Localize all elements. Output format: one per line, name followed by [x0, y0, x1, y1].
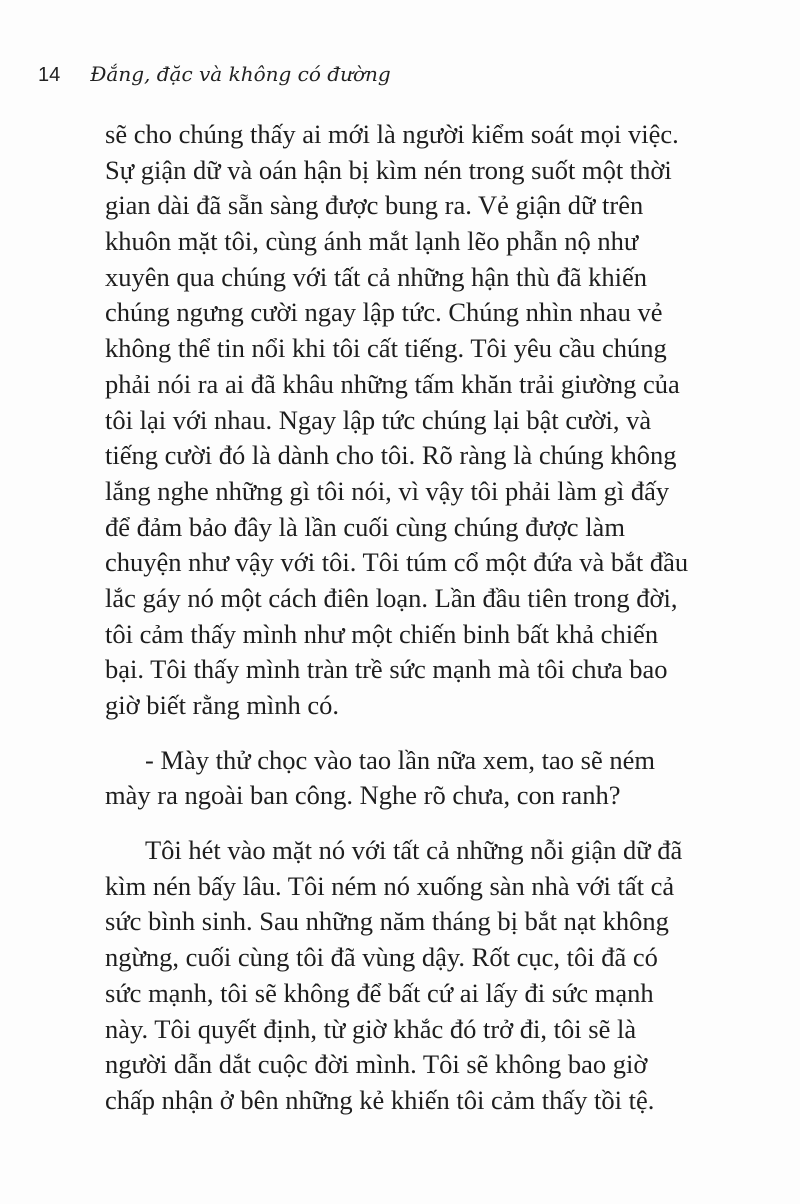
page-number: 14 — [38, 64, 61, 86]
body-text — [105, 117, 725, 1119]
text-line: sẽ cho chúng thấy ai mới là người kiểm soát mọi việc. — [105, 119, 679, 149]
text-line: gian dài đã sẵn sàng được bung ra. Vẻ giận dữ trên — [105, 190, 644, 221]
text-line: tôi lại với nhau. Ngay lập tức chúng lại bật cười, và — [105, 404, 652, 435]
text-line: Sự giận dữ và oán hận bị kìm nén trong suốt một thời — [105, 154, 672, 185]
text-line: bại. Tôi thấy mình tràn trề sức mạnh mà tôi chưa bao — [105, 654, 668, 685]
text-line: chuyện như vậy với tôi. Tôi túm cổ một đứa và bắt đầu — [105, 547, 689, 578]
paragraph-3 — [105, 833, 725, 1119]
text-line: chúng ngưng cười ngay lập tức. Chúng nhìn nhau vẻ — [105, 297, 663, 328]
text-line: để đảm bảo đây là lần cuối cùng chúng được làm — [105, 511, 625, 542]
text-line: sức bình sinh. Sau những năm tháng bị bắt nạt không — [105, 906, 669, 937]
paragraph-2-dialogue — [105, 743, 725, 814]
text-line: xuyên qua chúng với tất cả những hận thù đã khiến — [105, 261, 648, 292]
running-title: Đắng, đặc và không có đường — [90, 62, 391, 86]
page-header — [38, 62, 391, 98]
text-line: Tôi hét vào mặt nó với tất cả những nỗi giận dữ đã — [145, 835, 683, 866]
text-line: tôi cảm thấy mình như một chiến binh bất khả chiến — [105, 618, 659, 649]
text-line: lắng nghe những gì tôi nói, vì vậy tôi phải làm gì đấy — [105, 475, 670, 506]
text-line: chấp nhận ở bên những kẻ khiến tôi cảm thấy tồi tệ. — [105, 1084, 655, 1115]
paragraph-1 — [105, 117, 725, 724]
text-line: người dẫn dắt cuộc đời mình. Tôi sẽ không bao giờ — [105, 1049, 648, 1080]
text-line: phải nói ra ai đã khâu những tấm khăn trải giường của — [105, 368, 680, 399]
text-line: mày ra ngoài ban công. Nghe rõ chưa, con ranh? — [105, 780, 621, 811]
text-line: lắc gáy nó một cách điên loạn. Lần đầu tiên trong đời, — [105, 582, 678, 613]
text-line: - Mày thử chọc vào tao lần nữa xem, tao sẽ ném — [145, 744, 655, 775]
text-line: giờ biết rằng mình có. — [105, 690, 340, 720]
text-line: khuôn mặt tôi, cùng ánh mắt lạnh lẽo phẫn nộ như — [105, 226, 639, 257]
text-line: tiếng cười đó là dành cho tôi. Rõ ràng là chúng không — [105, 440, 677, 471]
text-line: kìm nén bấy lâu. Tôi ném nó xuống sàn nhà với tất cả — [105, 870, 675, 901]
text-line: không thể tin nổi khi tôi cất tiếng. Tôi yêu cầu chúng — [105, 333, 667, 364]
paragraph-gap — [105, 724, 725, 743]
text-line: này. Tôi quyết định, từ giờ khắc đó trở đi, tôi sẽ là — [105, 1013, 637, 1044]
text-line: sức mạnh, tôi sẽ không để bất cứ ai lấy đi sức mạnh — [105, 977, 654, 1008]
paragraph-gap — [105, 814, 725, 833]
text-line: ngừng, cuối cùng tôi đã vùng dậy. Rốt cục, tôi đã có — [105, 942, 658, 973]
